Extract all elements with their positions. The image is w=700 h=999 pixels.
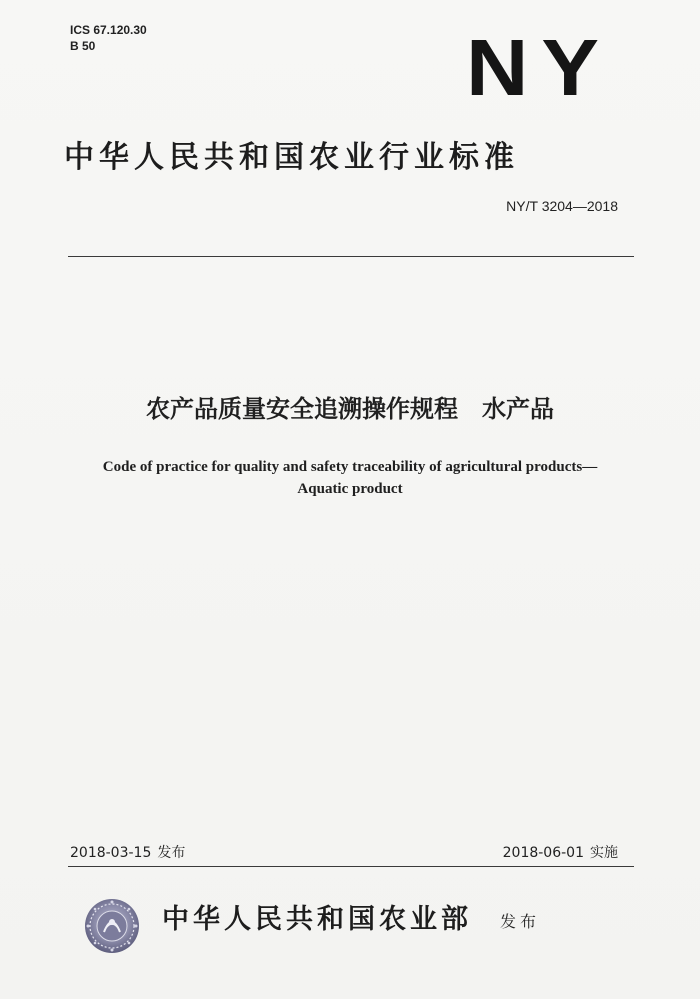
standard-category-title: 中华人民共和国农业行业标准: [64, 140, 519, 175]
implement-date-label: 实施: [590, 845, 618, 861]
standard-number: NY/T 3204—2018: [506, 198, 618, 214]
english-title-line-1: Code of practice for quality and safety traceability of agricultural products—: [102, 459, 598, 475]
ministry-emblem-icon: [84, 898, 140, 954]
implement-date: 2018-06-01: [502, 845, 584, 861]
implement-date-block: [503, 842, 618, 862]
standard-mark: NY: [466, 23, 612, 112]
bottom-divider: [68, 866, 634, 867]
issue-date-label: 发布: [157, 845, 186, 861]
ics-code: ICS 67.120.30: [70, 23, 147, 37]
issuing-label: 发布: [500, 912, 541, 931]
issuing-authority: 中华人民共和国农业部: [162, 904, 472, 935]
ccs-code: B 50: [70, 39, 96, 53]
issue-date-block: [70, 842, 185, 862]
classification-codes: [70, 22, 147, 54]
issue-date: 2018-03-15: [70, 845, 152, 861]
top-divider: [68, 256, 634, 257]
english-title-line-2: Aquatic product: [297, 481, 403, 497]
chinese-title: 农产品质量安全追溯操作规程 水产品: [146, 395, 554, 423]
english-title: [0, 456, 700, 500]
